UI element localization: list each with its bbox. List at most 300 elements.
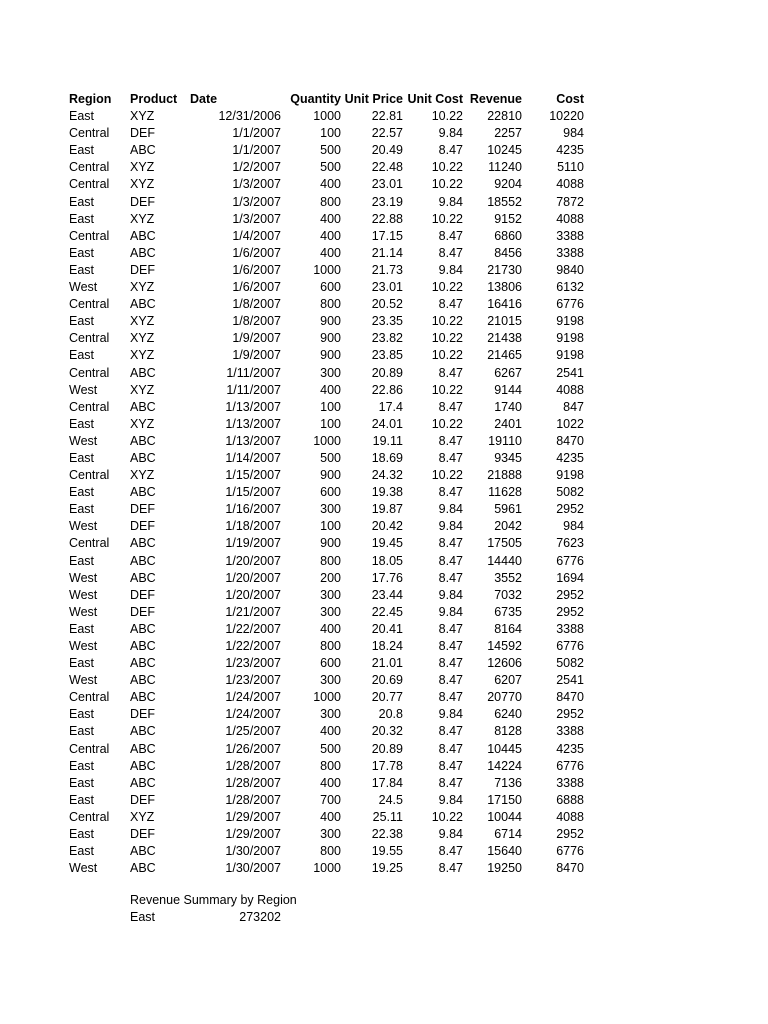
cell-cost: 1694 xyxy=(556,570,584,585)
cell-cost: 4235 xyxy=(556,741,584,756)
table-row xyxy=(0,484,768,501)
cell-unit-cost: 8.47 xyxy=(438,553,463,568)
cell-product: XYZ xyxy=(130,211,155,226)
cell-unit-cost: 10.22 xyxy=(431,314,463,329)
cell-cost: 4088 xyxy=(556,211,584,226)
cell-unit-price: 24.01 xyxy=(371,416,403,431)
cell-revenue: 2401 xyxy=(494,416,522,431)
cell-unit-cost: 8.47 xyxy=(438,536,463,551)
cell-product: DEF xyxy=(130,194,155,209)
cell-unit-cost: 10.22 xyxy=(431,416,463,431)
cell-revenue: 14440 xyxy=(487,553,522,568)
cell-revenue: 6735 xyxy=(494,604,522,619)
table-row xyxy=(0,125,768,142)
data-table xyxy=(0,91,768,877)
cell-quantity: 100 xyxy=(320,126,341,141)
cell-revenue: 22810 xyxy=(487,109,522,124)
table-row xyxy=(0,621,768,638)
cell-cost: 847 xyxy=(563,399,584,414)
cell-unit-price: 20.52 xyxy=(371,297,403,312)
cell-date: 1/15/2007 xyxy=(225,468,281,483)
cell-unit-price: 20.89 xyxy=(371,365,403,380)
table-row xyxy=(0,347,768,364)
cell-revenue: 9152 xyxy=(494,211,522,226)
cell-revenue: 21730 xyxy=(487,262,522,277)
table-row xyxy=(0,792,768,809)
cell-cost: 2952 xyxy=(556,827,584,842)
cell-unit-price: 22.38 xyxy=(371,827,403,842)
cell-unit-price: 20.77 xyxy=(371,690,403,705)
cell-unit-price: 18.69 xyxy=(371,450,403,465)
cell-quantity: 500 xyxy=(320,741,341,756)
cell-quantity: 1000 xyxy=(313,109,341,124)
cell-quantity: 800 xyxy=(320,639,341,653)
cell-unit-price: 24.32 xyxy=(371,468,403,483)
cell-unit-price: 22.88 xyxy=(371,211,403,226)
cell-revenue: 19110 xyxy=(488,433,522,448)
cell-region: Central xyxy=(69,741,110,756)
table-row xyxy=(0,211,768,228)
cell-revenue: 1740 xyxy=(494,399,522,414)
cell-cost: 6776 xyxy=(556,639,584,653)
cell-revenue: 10044 xyxy=(487,809,522,824)
cell-unit-price: 22.81 xyxy=(371,109,403,124)
cell-region: Central xyxy=(69,228,110,243)
cell-unit-price: 22.48 xyxy=(371,160,403,175)
cell-quantity: 400 xyxy=(320,228,341,243)
cell-unit-cost: 8.47 xyxy=(438,399,463,414)
cell-revenue: 8128 xyxy=(494,724,522,739)
cell-revenue: 2042 xyxy=(494,519,522,534)
cell-date: 1/20/2007 xyxy=(225,570,281,585)
table-row xyxy=(0,296,768,313)
table-row xyxy=(0,809,768,826)
cell-region: East xyxy=(69,758,95,773)
cell-product: XYZ xyxy=(130,280,155,295)
cell-region: East xyxy=(69,502,95,517)
cell-revenue: 11240 xyxy=(488,160,522,175)
cell-date: 1/22/2007 xyxy=(225,621,281,636)
cell-product: ABC xyxy=(130,844,156,859)
cell-date: 1/20/2007 xyxy=(225,587,281,602)
cell-product: XYZ xyxy=(130,348,155,363)
table-row xyxy=(0,672,768,689)
cell-unit-price: 20.41 xyxy=(371,621,403,636)
cell-unit-cost: 8.47 xyxy=(438,485,463,500)
cell-unit-price: 17.84 xyxy=(371,775,403,790)
cell-quantity: 1000 xyxy=(313,690,341,705)
cell-unit-price: 23.01 xyxy=(371,177,403,192)
cell-cost: 6776 xyxy=(556,844,584,859)
cell-unit-price: 19.38 xyxy=(371,485,403,500)
cell-revenue: 17505 xyxy=(487,536,522,551)
cell-product: ABC xyxy=(130,673,156,688)
cell-date: 1/19/2007 xyxy=(225,536,281,551)
cell-cost: 3388 xyxy=(556,724,584,739)
cell-unit-price: 17.15 xyxy=(371,228,403,243)
cell-revenue: 14224 xyxy=(487,758,522,773)
cell-unit-price: 23.35 xyxy=(371,314,403,329)
cell-unit-cost: 10.22 xyxy=(431,280,463,295)
cell-date: 1/3/2007 xyxy=(232,177,281,192)
cell-region: Central xyxy=(69,177,110,192)
cell-quantity: 300 xyxy=(320,587,341,602)
header-quantity: Quantity xyxy=(290,92,341,106)
cell-cost: 3388 xyxy=(556,775,584,790)
cell-unit-price: 19.25 xyxy=(371,861,403,876)
cell-unit-price: 18.05 xyxy=(371,553,403,568)
cell-region: East xyxy=(69,194,95,209)
cell-product: DEF xyxy=(130,604,155,619)
cell-cost: 9198 xyxy=(556,348,584,363)
header-unit-cost: Unit Cost xyxy=(407,92,463,106)
cell-unit-price: 19.45 xyxy=(371,536,403,551)
cell-unit-price: 24.5 xyxy=(378,792,403,807)
cell-revenue: 21438 xyxy=(487,331,522,346)
cell-unit-cost: 9.84 xyxy=(438,707,463,722)
cell-product: XYZ xyxy=(130,160,155,175)
cell-unit-cost: 8.47 xyxy=(438,570,463,585)
cell-unit-price: 19.11 xyxy=(372,433,403,448)
cell-cost: 9198 xyxy=(556,331,584,346)
cell-cost: 3388 xyxy=(556,228,584,243)
cell-revenue: 10445 xyxy=(487,741,522,756)
cell-date: 1/30/2007 xyxy=(225,844,281,859)
cell-unit-cost: 10.22 xyxy=(431,160,463,175)
cell-unit-cost: 8.47 xyxy=(438,433,463,448)
cell-product: XYZ xyxy=(130,468,155,483)
table-row xyxy=(0,228,768,245)
cell-quantity: 500 xyxy=(320,160,341,175)
cell-quantity: 100 xyxy=(320,399,341,414)
summary-region-label: East xyxy=(130,910,156,924)
cell-unit-price: 21.01 xyxy=(371,656,403,671)
cell-cost: 8470 xyxy=(556,690,584,705)
table-row xyxy=(0,262,768,279)
cell-product: ABC xyxy=(130,861,156,876)
cell-revenue: 9204 xyxy=(494,177,522,192)
cell-product: XYZ xyxy=(130,416,155,431)
cell-date: 1/29/2007 xyxy=(225,809,281,824)
table-row xyxy=(0,450,768,467)
cell-product: XYZ xyxy=(130,809,155,824)
cell-quantity: 800 xyxy=(320,758,341,773)
cell-cost: 4235 xyxy=(556,450,584,465)
cell-cost: 5082 xyxy=(556,485,584,500)
cell-quantity: 400 xyxy=(320,211,341,226)
table-row xyxy=(0,382,768,399)
cell-product: ABC xyxy=(130,228,156,243)
cell-cost: 2952 xyxy=(556,587,584,602)
cell-quantity: 1000 xyxy=(313,861,341,876)
table-row xyxy=(0,416,768,433)
summary-revenue-value: 273202 xyxy=(239,910,281,924)
cell-revenue: 21465 xyxy=(487,348,522,363)
cell-unit-cost: 9.84 xyxy=(438,126,463,141)
cell-revenue: 6240 xyxy=(494,707,522,722)
cell-revenue: 2257 xyxy=(494,126,522,141)
cell-date: 1/25/2007 xyxy=(225,724,281,739)
cell-region: Central xyxy=(69,399,110,414)
cell-quantity: 400 xyxy=(320,775,341,790)
table-row xyxy=(0,655,768,672)
cell-cost: 6776 xyxy=(556,758,584,773)
cell-product: DEF xyxy=(130,587,155,602)
cell-quantity: 900 xyxy=(320,314,341,329)
cell-unit-cost: 10.22 xyxy=(431,177,463,192)
cell-unit-price: 20.89 xyxy=(371,741,403,756)
cell-region: Central xyxy=(69,297,110,312)
cell-cost: 2541 xyxy=(556,673,584,688)
cell-product: DEF xyxy=(130,502,155,517)
cell-revenue: 21888 xyxy=(487,468,522,483)
cell-date: 1/9/2007 xyxy=(232,348,281,363)
cell-revenue: 10245 xyxy=(487,143,522,158)
cell-date: 1/2/2007 xyxy=(232,160,281,175)
cell-product: ABC xyxy=(130,536,156,551)
cell-date: 1/23/2007 xyxy=(225,673,281,688)
cell-product: ABC xyxy=(130,741,156,756)
cell-date: 1/13/2007 xyxy=(225,416,281,431)
cell-date: 1/8/2007 xyxy=(232,297,281,312)
cell-unit-cost: 10.22 xyxy=(431,109,463,124)
cell-unit-cost: 8.47 xyxy=(438,844,463,859)
cell-product: ABC xyxy=(130,399,156,414)
cell-quantity: 800 xyxy=(320,844,341,859)
cell-revenue: 5961 xyxy=(494,502,522,517)
cell-date: 1/6/2007 xyxy=(232,280,281,295)
cell-date: 1/8/2007 xyxy=(232,314,281,329)
cell-region: East xyxy=(69,775,95,790)
cell-date: 1/11/2007 xyxy=(226,365,281,380)
cell-date: 1/13/2007 xyxy=(225,399,281,414)
table-row xyxy=(0,553,768,570)
cell-region: East xyxy=(69,656,95,671)
cell-region: Central xyxy=(69,160,110,175)
cell-region: East xyxy=(69,314,95,329)
cell-date: 1/1/2007 xyxy=(232,143,281,158)
cell-region: West xyxy=(69,519,98,534)
cell-quantity: 300 xyxy=(320,707,341,722)
cell-quantity: 600 xyxy=(320,485,341,500)
cell-quantity: 400 xyxy=(320,809,341,824)
cell-quantity: 400 xyxy=(320,724,341,739)
cell-unit-cost: 8.47 xyxy=(438,245,463,260)
cell-quantity: 300 xyxy=(320,604,341,619)
cell-cost: 7872 xyxy=(556,194,584,209)
table-row xyxy=(0,330,768,347)
cell-product: ABC xyxy=(130,775,156,790)
cell-date: 1/23/2007 xyxy=(225,656,281,671)
cell-unit-cost: 9.84 xyxy=(438,587,463,602)
cell-date: 1/6/2007 xyxy=(232,262,281,277)
cell-region: East xyxy=(69,827,95,842)
cell-region: East xyxy=(69,621,95,636)
cell-unit-cost: 9.84 xyxy=(438,604,463,619)
cell-unit-cost: 8.47 xyxy=(438,365,463,380)
table-row xyxy=(0,758,768,775)
table-row xyxy=(0,245,768,262)
cell-quantity: 900 xyxy=(320,331,341,346)
cell-revenue: 6207 xyxy=(494,673,522,688)
cell-quantity: 1000 xyxy=(313,262,341,277)
cell-region: East xyxy=(69,416,95,431)
cell-product: ABC xyxy=(130,450,156,465)
cell-date: 1/30/2007 xyxy=(225,861,281,876)
cell-product: XYZ xyxy=(130,109,155,124)
cell-date: 1/16/2007 xyxy=(225,502,281,517)
cell-unit-cost: 8.47 xyxy=(438,741,463,756)
cell-unit-price: 22.86 xyxy=(371,382,403,397)
cell-revenue: 14592 xyxy=(487,639,522,653)
table-row xyxy=(0,176,768,193)
table-row xyxy=(0,723,768,740)
cell-unit-price: 20.49 xyxy=(371,143,403,158)
cell-region: East xyxy=(69,707,95,722)
cell-region: Central xyxy=(69,809,110,824)
cell-quantity: 600 xyxy=(320,656,341,671)
cell-region: West xyxy=(69,639,98,653)
cell-cost: 2952 xyxy=(556,707,584,722)
cell-product: ABC xyxy=(130,639,156,653)
cell-revenue: 7032 xyxy=(494,587,522,602)
cell-quantity: 100 xyxy=(320,416,341,431)
cell-revenue: 8164 xyxy=(494,621,522,636)
table-row xyxy=(0,860,768,877)
cell-quantity: 500 xyxy=(320,143,341,158)
cell-revenue: 18552 xyxy=(487,194,522,209)
cell-region: West xyxy=(69,382,98,397)
header-region: Region xyxy=(69,92,112,106)
cell-region: West xyxy=(69,587,98,602)
cell-revenue: 19250 xyxy=(487,861,522,876)
cell-date: 1/9/2007 xyxy=(232,331,281,346)
cell-region: Central xyxy=(69,331,110,346)
cell-date: 1/13/2007 xyxy=(225,433,281,448)
table-row xyxy=(0,433,768,450)
cell-quantity: 100 xyxy=(320,519,341,534)
header-product: Product xyxy=(130,92,178,106)
cell-unit-cost: 8.47 xyxy=(438,656,463,671)
cell-revenue: 20770 xyxy=(487,690,522,705)
cell-unit-price: 20.42 xyxy=(371,519,403,534)
table-row xyxy=(0,843,768,860)
cell-unit-cost: 9.84 xyxy=(438,262,463,277)
cell-quantity: 800 xyxy=(320,553,341,568)
cell-unit-price: 20.69 xyxy=(371,673,403,688)
cell-revenue: 3552 xyxy=(494,570,522,585)
cell-region: East xyxy=(69,348,95,363)
cell-unit-price: 17.78 xyxy=(371,758,403,773)
cell-region: Central xyxy=(69,126,110,141)
table-row xyxy=(0,775,768,792)
cell-revenue: 9144 xyxy=(494,382,522,397)
cell-date: 1/21/2007 xyxy=(225,604,281,619)
cell-product: DEF xyxy=(130,126,155,141)
cell-cost: 6132 xyxy=(556,280,584,295)
table-row xyxy=(0,194,768,211)
cell-region: West xyxy=(69,604,98,619)
cell-cost: 4088 xyxy=(556,177,584,192)
table-row xyxy=(0,535,768,552)
cell-date: 1/18/2007 xyxy=(225,519,281,534)
cell-unit-cost: 8.47 xyxy=(438,673,463,688)
cell-cost: 1022 xyxy=(556,416,584,431)
cell-unit-price: 23.82 xyxy=(371,331,403,346)
cell-product: ABC xyxy=(130,297,156,312)
cell-date: 1/28/2007 xyxy=(225,792,281,807)
cell-region: East xyxy=(69,553,95,568)
cell-unit-cost: 8.47 xyxy=(438,450,463,465)
cell-product: DEF xyxy=(130,827,155,842)
cell-date: 1/26/2007 xyxy=(225,741,281,756)
cell-unit-price: 22.57 xyxy=(371,126,403,141)
cell-revenue: 6267 xyxy=(494,365,522,380)
cell-region: Central xyxy=(69,365,110,380)
cell-region: East xyxy=(69,143,95,158)
cell-cost: 9198 xyxy=(556,314,584,329)
table-body xyxy=(0,108,768,877)
cell-cost: 5110 xyxy=(557,160,584,175)
table-row xyxy=(0,399,768,416)
cell-revenue: 21015 xyxy=(487,314,522,329)
cell-date: 1/20/2007 xyxy=(225,553,281,568)
cell-quantity: 600 xyxy=(320,280,341,295)
summary-title: Revenue Summary by Region xyxy=(130,893,297,907)
cell-quantity: 900 xyxy=(320,536,341,551)
cell-cost: 10220 xyxy=(549,109,584,124)
table-row xyxy=(0,689,768,706)
cell-product: XYZ xyxy=(130,382,155,397)
cell-revenue: 11628 xyxy=(488,485,522,500)
table-row xyxy=(0,587,768,604)
cell-product: ABC xyxy=(130,724,156,739)
cell-unit-price: 23.85 xyxy=(371,348,403,363)
cell-date: 12/31/2006 xyxy=(218,109,281,124)
cell-unit-price: 23.19 xyxy=(371,194,403,209)
cell-quantity: 700 xyxy=(320,792,341,807)
cell-quantity: 400 xyxy=(320,382,341,397)
cell-region: East xyxy=(69,245,95,260)
cell-region: East xyxy=(69,485,95,500)
summary-row xyxy=(0,910,768,927)
cell-unit-price: 25.11 xyxy=(372,809,403,824)
cell-unit-price: 21.14 xyxy=(371,245,403,260)
cell-date: 1/15/2007 xyxy=(225,485,281,500)
cell-quantity: 900 xyxy=(320,348,341,363)
cell-cost: 9840 xyxy=(556,262,584,277)
cell-quantity: 500 xyxy=(320,450,341,465)
cell-unit-cost: 9.84 xyxy=(438,792,463,807)
table-row xyxy=(0,604,768,621)
cell-product: ABC xyxy=(130,690,156,705)
cell-date: 1/3/2007 xyxy=(232,211,281,226)
cell-product: ABC xyxy=(130,758,156,773)
cell-cost: 3388 xyxy=(556,245,584,260)
cell-product: ABC xyxy=(130,485,156,500)
cell-quantity: 800 xyxy=(320,194,341,209)
cell-cost: 6776 xyxy=(556,297,584,312)
table-row xyxy=(0,741,768,758)
cell-region: East xyxy=(69,109,95,124)
cell-date: 1/6/2007 xyxy=(232,245,281,260)
cell-region: Central xyxy=(69,536,110,551)
cell-date: 1/28/2007 xyxy=(225,758,281,773)
cell-region: East xyxy=(69,792,95,807)
cell-region: East xyxy=(69,211,95,226)
cell-region: East xyxy=(69,724,95,739)
table-row xyxy=(0,706,768,723)
